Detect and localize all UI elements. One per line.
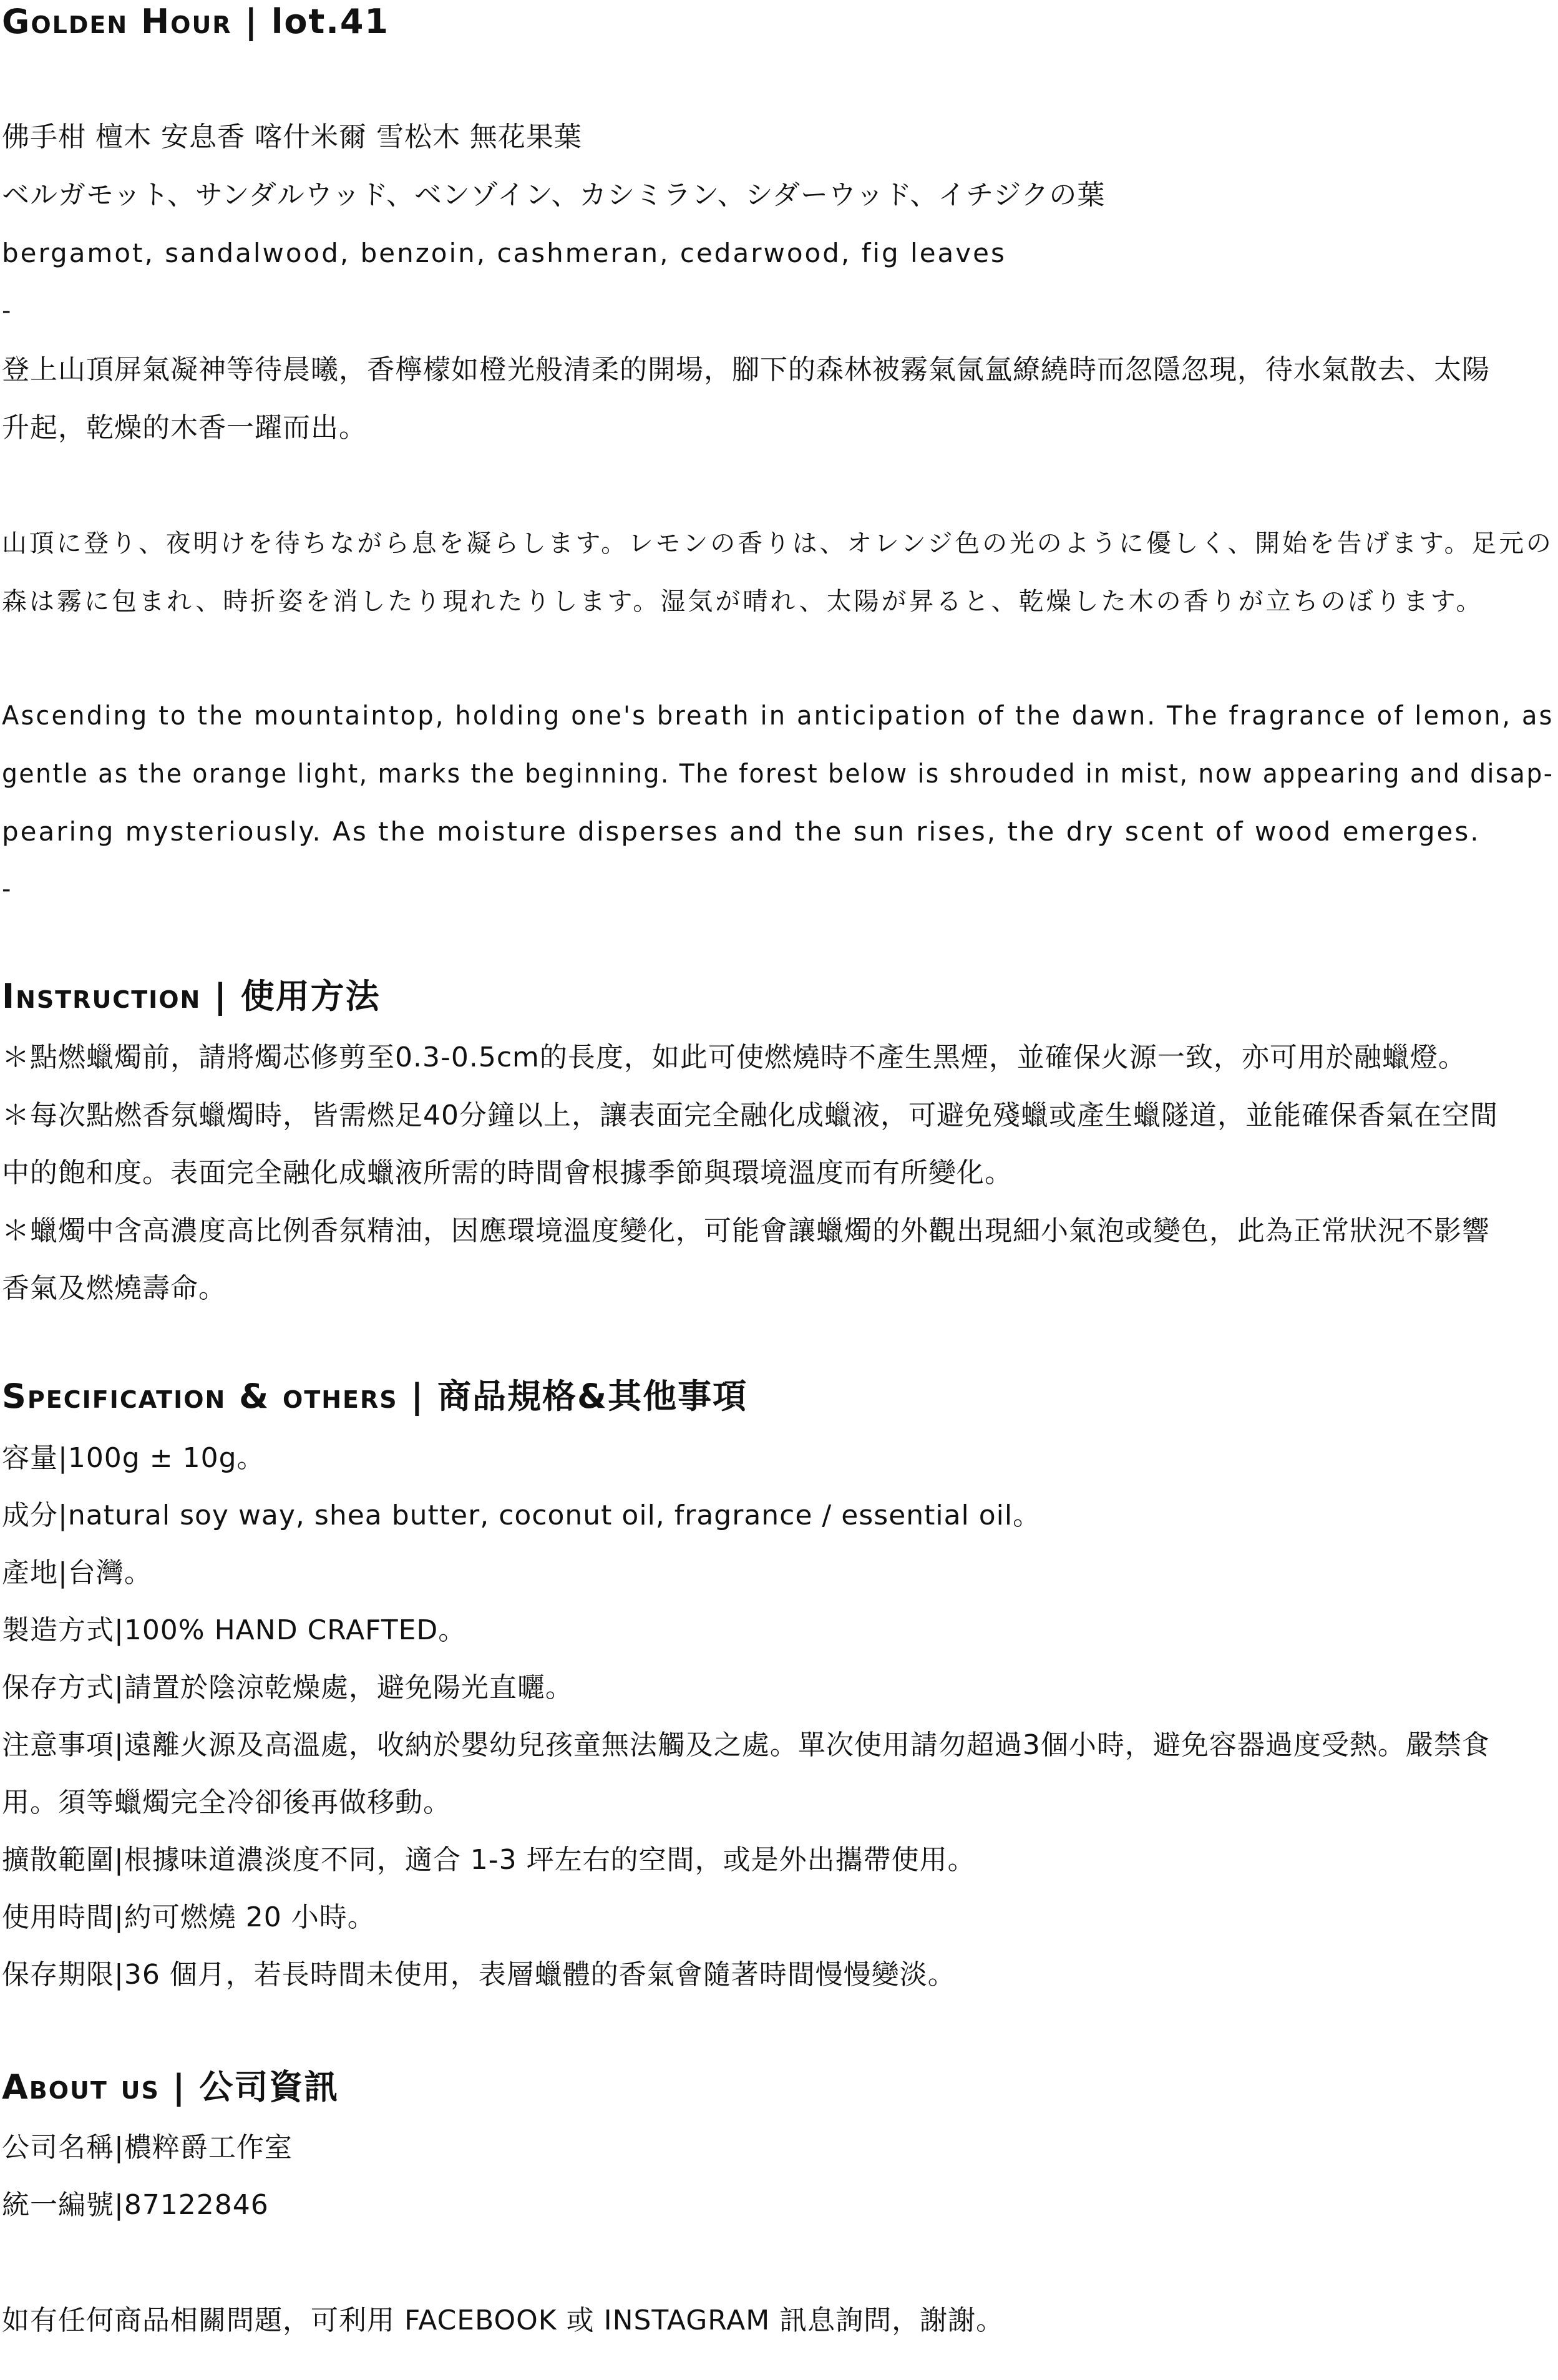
specification-heading xyxy=(2,1375,747,1418)
heading-en: Specification & others xyxy=(2,1377,398,1416)
heading-separator: | xyxy=(231,2,271,41)
about-heading xyxy=(2,2065,339,2109)
description-zh-line-1: 登上山頂屏氣凝神等待晨曦，香檸檬如橙光般清柔的開場，腳下的森林被霧氣氤氳繚繞時而忽隱忽現，待水氣散去、太陽 xyxy=(2,354,1490,386)
description-en-line-3: pearing mysteriously. As the moisture disperses and the sun rises, the dry scent of wood emerges. xyxy=(2,816,1481,847)
heading-zh: 使用方法 xyxy=(240,977,381,1016)
divider-dash: - xyxy=(2,875,11,904)
notes-ja: ベルガモット、サンダルウッド、ベンゾイン、カシミラン、シダーウッド、イチジクの葉 xyxy=(2,179,1106,211)
description-en-line-1: Ascending to the mountaintop, holding one's breath in anticipation of the dawn. The fragrance of lemon, as xyxy=(2,700,1554,731)
about-contact: 如有任何商品相關問題，可利用 FACEBOOK 或 INSTAGRAM 訊息詢問，謝謝。 xyxy=(2,2304,1005,2336)
spec-caution: 注意事項|遠離火源及高溫處，收納於嬰幼兒孩童無法觸及之處。單次使用請勿超過3個小時，避免容器過度受熱。嚴禁食 xyxy=(2,1729,1490,1761)
heading-zh: 公司資訊 xyxy=(199,2067,339,2107)
spec-method: 製造方式|100% HAND CRAFTED。 xyxy=(2,1614,467,1646)
heading-separator: | xyxy=(159,2067,200,2107)
notes-en: bergamot, sandalwood, benzoin, cashmeran, cedarwood, fig leaves xyxy=(2,238,1006,268)
description-ja-line-1: 山頂に登り、夜明けを待ちながら息を凝らします。レモンの香りは、オレンジ色の光のように優しく、開始を告げます。足元の xyxy=(2,529,1554,558)
spec-storage: 保存方式|請置於陰涼乾燥處，避免陽光直曬。 xyxy=(2,1672,573,1704)
instruction-item: ＊每次點燃香氛蠟燭時，皆需燃足40分鐘以上，讓表面完全融化成蠟液，可避免殘蠟或產生蠟隧道，並能確保香氣在空間 xyxy=(2,1100,1498,1131)
spec-capacity: 容量|100g ± 10g。 xyxy=(2,1442,265,1474)
spec-caution-continued: 用。須等蠟燭完全冷卻後再做移動。 xyxy=(2,1787,451,1818)
notes-zh: 佛手柑 檀木 安息香 喀什米爾 雪松木 無花果葉 xyxy=(2,121,582,153)
heading-zh: 商品規格&其他事項 xyxy=(437,1377,748,1416)
product-name: Golden Hour xyxy=(2,2,232,41)
heading-en: Instruction xyxy=(2,977,202,1016)
heading-separator: | xyxy=(397,1377,437,1416)
instruction-item: ＊點燃蠟燭前，請將燭芯修剪至0.3-0.5cm的長度，如此可使燃燒時不產生黑煙，並確保火源一致，亦可用於融蠟燈。 xyxy=(2,1041,1466,1073)
instruction-item: ＊蠟燭中含高濃度高比例香氛精油，因應環境溫度變化，可能會讓蠟燭的外觀出現細小氣泡或變色，此為正常狀況不影響 xyxy=(2,1215,1490,1247)
description-zh-line-2: 升起，乾燥的木香一躍而出。 xyxy=(2,412,367,444)
heading-en: About us xyxy=(2,2067,160,2107)
about-tax-id: 統一編號|87122846 xyxy=(2,2189,269,2221)
spec-ingredients: 成分|natural soy way, shea butter, coconut oil, fragrance / essential oil。 xyxy=(2,1500,1041,1531)
lot-number: lot.41 xyxy=(271,2,389,41)
spec-shelf-life: 保存期限|36 個月，若長時間未使用，表層蠟體的香氣會隨著時間慢慢變淡。 xyxy=(2,1959,956,1991)
instruction-item-continued: 香氣及燃燒壽命。 xyxy=(2,1272,226,1304)
spec-diffusion: 擴散範圍|根據味道濃淡度不同，適合 1-3 坪左右的空間，或是外出攜帶使用。 xyxy=(2,1844,976,1876)
heading-separator: | xyxy=(201,977,241,1016)
spec-burn-time: 使用時間|約可燃燒 20 小時。 xyxy=(2,1901,376,1933)
spec-origin: 產地|台灣。 xyxy=(2,1557,152,1589)
instruction-item-continued: 中的飽和度。表面完全融化成蠟液所需的時間會根據季節與環境溫度而有所變化。 xyxy=(2,1157,1013,1189)
about-company: 公司名稱|檂粹爵工作室 xyxy=(2,2132,293,2163)
golden-hour-heading xyxy=(2,0,389,44)
divider-dash: - xyxy=(2,296,11,325)
description-ja-line-2: 森は霧に包まれ、時折姿を消したり現れたりします。湿気が晴れ、太陽が昇ると、乾燥した木の香りが立ちのぼります。 xyxy=(2,587,1484,616)
instruction-heading xyxy=(2,975,381,1018)
description-en-line-2: gentle as the orange light, marks the beginning. The forest below is shrouded in mist, now appearing and disap- xyxy=(2,758,1554,789)
